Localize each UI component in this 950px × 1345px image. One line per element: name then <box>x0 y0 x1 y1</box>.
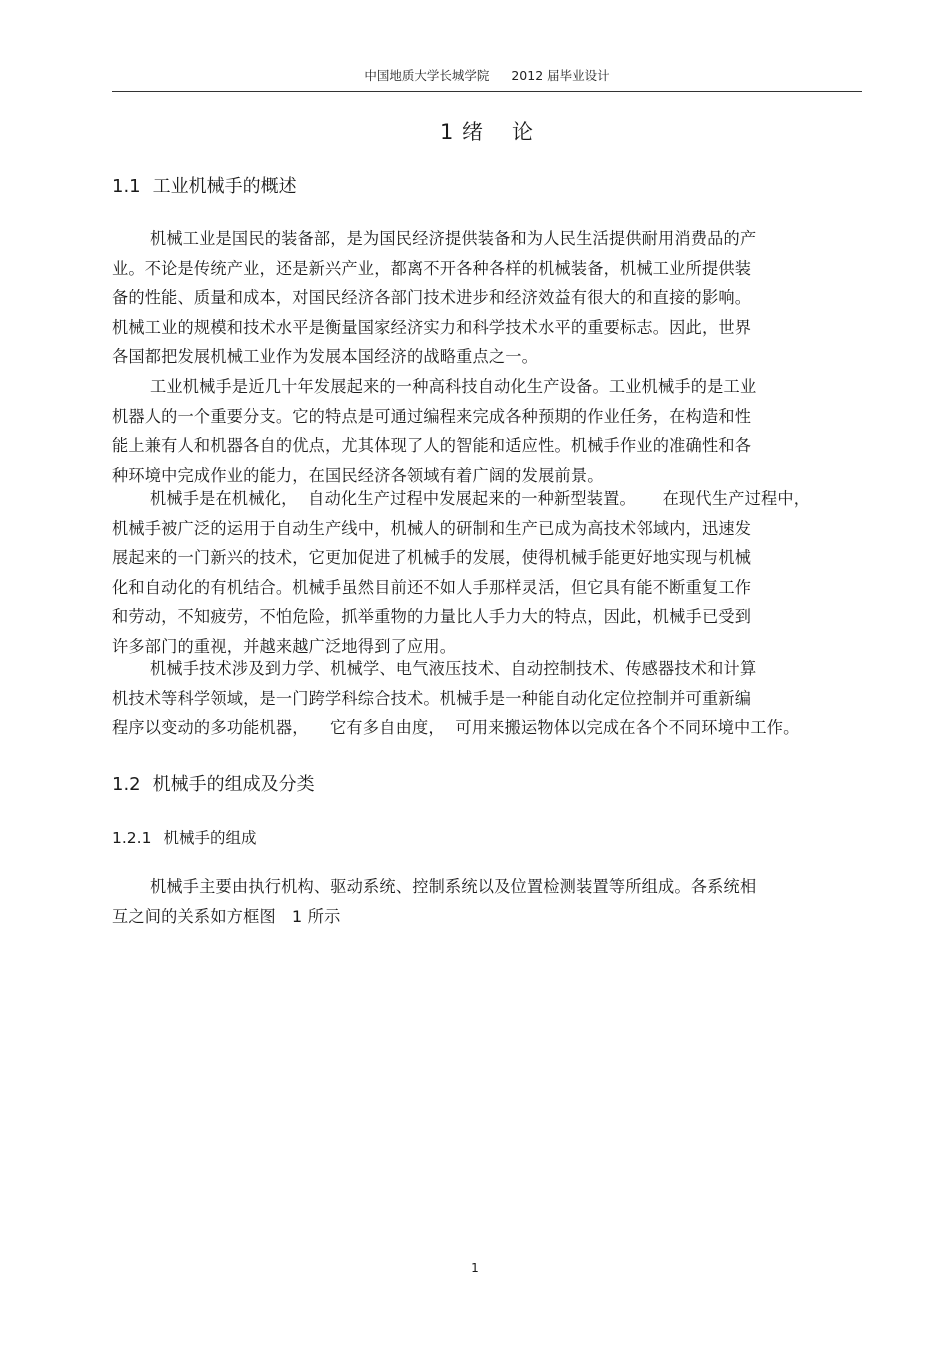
text-line: 机械手被广泛的运用于自动生产线中，机械人的研制和生产已成为高技术邻域内，迅速发 <box>112 518 752 538</box>
subsection-title: 机械手的组成 <box>163 829 257 847</box>
paragraph-2 <box>112 372 852 490</box>
paragraph-4 <box>112 654 852 743</box>
text-line: 许多部门的重视，并越来越广泛地得到了应用。 <box>112 636 457 656</box>
chapter-title-part2: 论 <box>512 120 535 144</box>
section-number: 1.1 <box>112 176 141 197</box>
text-line: 程序以变动的多功能机器， 它有多自由度， 可用来搬运物体以完成在各个不同环境中工作。 <box>112 718 800 737</box>
paragraph-1 <box>112 224 852 372</box>
section-heading-1-1 <box>112 172 297 198</box>
header-school: 中国地质大学长城学院 <box>364 68 490 83</box>
text-line: 机器人的一个重要分支。它的特点是可通过编程来完成各种预期的作业任务，在构造和性 <box>112 406 752 426</box>
text-line: 和劳动，不知疲劳，不怕危险，抓举重物的力量比人手力大的特点，因此，机械手已受到 <box>112 607 752 626</box>
text-line: 机械手技术涉及到力学、机械学、电气液压技术、自动控制技术、传感器技术和计算 <box>150 659 757 678</box>
chapter-number: 1 <box>439 120 455 144</box>
text-line: 化和自动化的有机结合。机械手虽然目前还不如人手那样灵活，但它具有能不断重复工作 <box>112 577 752 597</box>
text-line: 机械手是在机械化， 自动化生产过程中发展起来的一种新型装置。 在现代生产过程中， <box>150 489 811 508</box>
page-number: 1 <box>471 1261 479 1275</box>
chapter-title <box>112 116 862 146</box>
subsection-heading-1-2-1 <box>112 826 256 848</box>
text-line: 备的性能、质量和成本，对国民经济各部门技术进步和经济效益有很大的和直接的影响。 <box>112 288 752 307</box>
text-line: 业。不论是传统产业，还是新兴产业，都离不开各种各样的机械装备，机械工业所提供装 <box>112 258 752 278</box>
paragraph-5 <box>112 872 852 931</box>
paragraph-3 <box>112 484 852 661</box>
section-number: 1.2 <box>112 774 141 795</box>
text-line: 展起来的一门新兴的技术，它更加促进了机械手的发展，使得机械手能更好地实现与机械 <box>112 548 752 567</box>
text-line: 机械工业是国民的装备部，是为国民经济提供装备和为人民生活提供耐用消费品的产 <box>150 229 757 248</box>
header-thesis: 2012 届毕业设计 <box>511 68 610 83</box>
chapter-title-part1: 绪 <box>462 120 485 144</box>
header-rule <box>112 91 862 92</box>
section-title: 工业机械手的概述 <box>152 176 297 197</box>
text-line: 机械手主要由执行机构、驱动系统、控制系统以及位置检测装置等所组成。各系统相 <box>150 877 757 896</box>
page-header <box>112 66 862 84</box>
section-heading-1-2 <box>112 770 315 796</box>
text-line: 工业机械手是近几十年发展起来的一种高科技自动化生产设备。工业机械手的是工业 <box>150 377 757 396</box>
text-line: 机技术等科学领域，是一门跨学科综合技术。机械手是一种能自动化定位控制并可重新编 <box>112 688 752 708</box>
text-line: 能上兼有人和机器各自的优点，尤其体现了人的智能和适应性。机械手作业的准确性和各 <box>112 436 752 455</box>
text-line: 种环境中完成作业的能力，在国民经济各领域有着广阔的发展前景。 <box>112 465 604 485</box>
text-line: 机械工业的规模和技术水平是衡量国家经济实力和科学技术水平的重要标志。因此，世界 <box>112 317 752 337</box>
text-line: 各国都把发展机械工业作为发展本国经济的战略重点之一。 <box>112 347 539 366</box>
subsection-number: 1.2.1 <box>112 829 152 847</box>
section-title: 机械手的组成及分类 <box>152 774 315 795</box>
text-line: 互之间的关系如方框图 1 所示 <box>112 906 341 926</box>
